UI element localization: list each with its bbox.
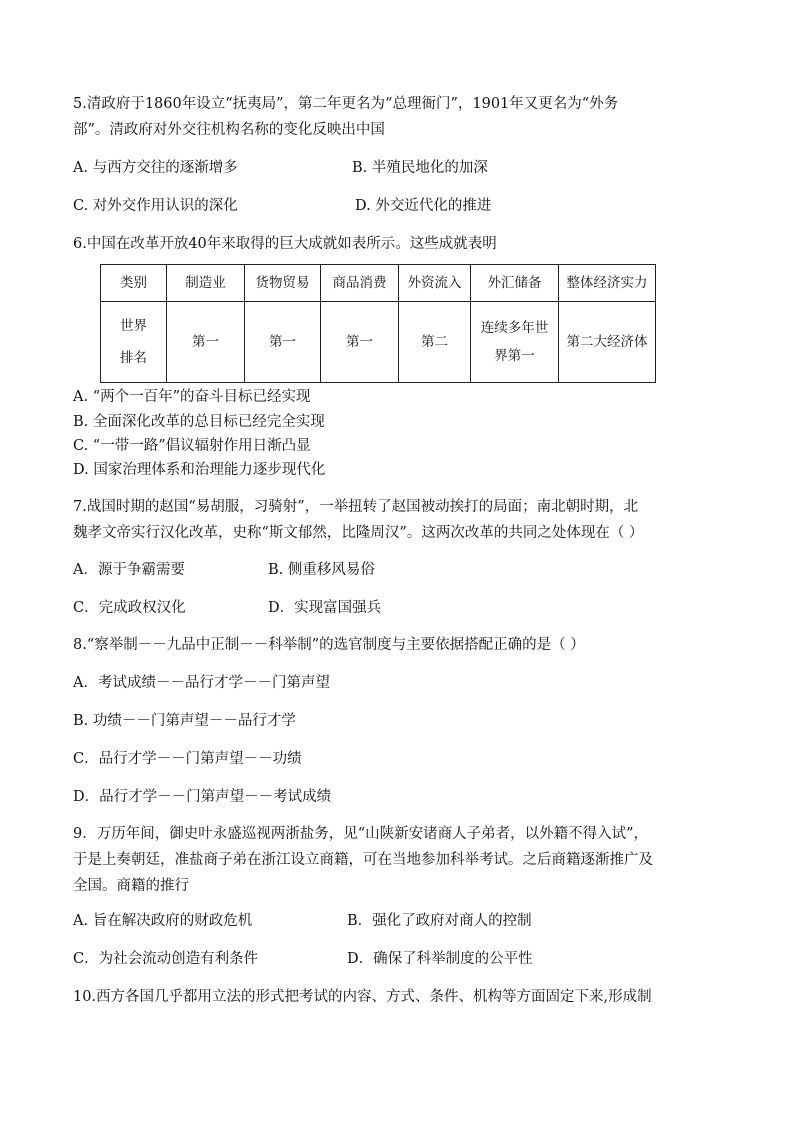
q7-stem-line1: 7.战国时期的赵国“易胡服，习骑射”，一举扭转了赵国被动挨打的局面；南北朝时期，北 [73,499,639,515]
q6-option-d: D. 国家治理体系和治理能力逐步现代化 [73,462,326,478]
q6-option-a: A. “两个一百年”的奋斗目标已经实现 [73,389,311,405]
table-header-cell: 外资流入 [399,265,471,302]
q6-option-c: C. “一带一路”倡议辐射作用日渐凸显 [73,438,311,454]
q6-option-b: B. 全面深化改革的总目标已经完全实现 [73,414,325,430]
table-header-cell: 制造业 [167,265,245,302]
table-header-cell: 货物贸易 [245,265,321,302]
q5-stem-line1: 5.清政府于1860年设立“抚夷局”，第二年更名为“总理衙门”，1901年又更名为“外务 [73,96,619,112]
row-label-line1: 世界 [120,318,147,334]
table-cell: 第一 [245,302,321,383]
achievement-table [100,264,656,383]
q10-stem-line1: 10.西方各国几乎都用立法的形式把考试的内容、方式、条件、机构等方面固定下来,形成制 [73,989,652,1005]
table-cell: 第二大经济体 [559,302,656,383]
q9-stem-line3: 全国。商籍的推行 [73,878,189,894]
table-row-label [101,302,167,383]
q5-stem-line2: 部”。清政府对外交往机构名称的变化反映出中国 [73,122,385,138]
q8-stem: 8.“察举制－－九品中正制－－科举制”的选官制度与主要依据搭配正确的是（ ） [73,637,585,653]
table-cell: 第二 [399,302,471,383]
q8-option-a: A．考试成绩－－品行才学－－门第声望 [73,675,330,691]
table-cell [471,302,559,383]
q5-option-d: D. 外交近代化的推进 [355,198,492,214]
table-header-cell: 外汇储备 [471,265,559,302]
q7-option-c: C．完成政权汉化 [73,600,186,616]
table-header-row [101,265,656,302]
q5-option-b: B. 半殖民地化的加深 [352,160,488,176]
table-row [101,302,656,383]
table-cell: 第一 [321,302,399,383]
q9-option-a: A. 旨在解决政府的财政危机 [73,913,253,929]
table-header-cell: 整体经济实力 [559,265,656,302]
q7-option-b: B. 侧重移风易俗 [268,562,375,578]
fx-line2: 界第一 [494,348,535,364]
table-cell: 第一 [167,302,245,383]
table-header-cell: 商品消费 [321,265,399,302]
q5-option-c: C. 对外交作用认识的深化 [73,198,238,214]
q9-option-c: C．为社会流动创造有利条件 [73,951,259,967]
q6-stem: 6.中国在改革开放40年来取得的巨大成就如表所示。这些成就表明 [73,236,497,252]
q9-option-d: D．确保了科举制度的公平性 [347,951,533,967]
q5-option-a: A. 与西方交往的逐渐增多 [73,160,238,176]
q9-stem-line2: 于是上奏朝廷，准盐商子弟在浙江设立商籍，可在当地参加科举考试。之后商籍逐渐推广及 [73,852,653,868]
table-header-cell: 类别 [101,265,167,302]
q9-option-b: B．强化了政府对商人的控制 [347,913,532,929]
q8-option-b: B. 功绩－－门第声望－－品行才学 [73,713,296,729]
q7-option-a: A．源于争霸需要 [73,562,185,578]
q8-option-c: C．品行才学－－门第声望－－功绩 [73,751,302,767]
fx-line1: 连续多年世 [480,320,549,336]
q8-option-d: D．品行才学－－门第声望－－考试成绩 [73,789,332,805]
q9-stem-line1: 9．万历年间，御史叶永盛巡视两浙盐务，见“山陕新安诸商人子弟者，以外籍不得入试”， [73,826,649,842]
row-label-line2: 排名 [120,350,147,366]
q7-stem-line2: 魏孝文帝实行汉化改革，史称“斯文郁然，比隆周汉”。这两次改革的共同之处体现在（ ） [73,525,644,541]
q7-option-d: D．实现富国强兵 [268,600,382,616]
